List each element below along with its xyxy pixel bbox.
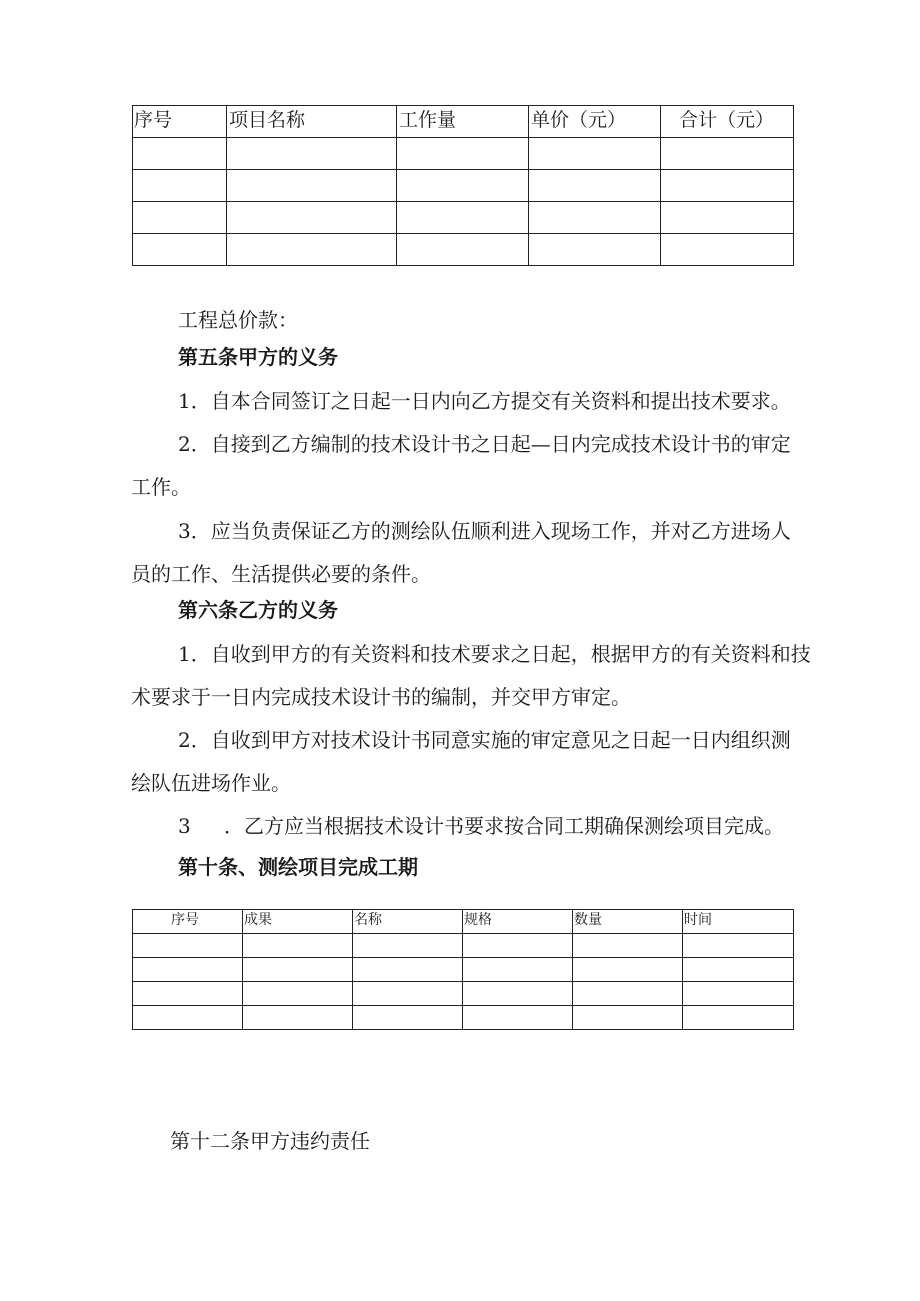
table-cell <box>463 1006 573 1030</box>
article-5-item-3-line-2: 员的工作、生活提供必要的条件。 <box>131 562 431 586</box>
table-row <box>133 234 794 266</box>
table-cell <box>463 958 573 982</box>
table-cell <box>133 982 243 1006</box>
table-row <box>133 170 794 202</box>
table-header-cell: 名称 <box>353 910 463 934</box>
table-cell <box>353 934 463 958</box>
table-cell <box>463 982 573 1006</box>
table-cell <box>353 958 463 982</box>
table-cell <box>243 934 353 958</box>
table-header-cell: 单价（元） <box>529 106 661 138</box>
schedule-table <box>132 909 794 1030</box>
table-cell <box>243 958 353 982</box>
article-6-item-3-text: ．乙方应当根据技术设计书要求按合同工期确保测绘项目完成。 <box>224 814 784 838</box>
table-row <box>133 1006 794 1030</box>
table-header-cell: 序号 <box>133 106 227 138</box>
table-cell <box>683 958 794 982</box>
article-6-title: 第六条乙方的义务 <box>178 598 338 622</box>
table-cell <box>573 982 683 1006</box>
table-cell <box>133 234 227 266</box>
table-row <box>133 982 794 1006</box>
table-cell <box>573 934 683 958</box>
table-header-row <box>133 106 794 138</box>
article-6-item-3-number: 3 <box>178 814 191 838</box>
table-header-cell: 序号 <box>133 910 243 934</box>
article-6-item-2-line-2: 绘队伍进场作业。 <box>131 771 291 795</box>
table-cell <box>227 138 397 170</box>
table-header-cell: 规格 <box>463 910 573 934</box>
article-5-item-1: 1．自本合同签订之日起一日内向乙方提交有关资料和提出技术要求。 <box>178 389 791 413</box>
article-12-title: 第十二条甲方违约责任 <box>170 1129 370 1153</box>
table-row <box>133 958 794 982</box>
table-cell <box>529 234 661 266</box>
table-cell <box>133 202 227 234</box>
table-cell <box>227 234 397 266</box>
table-cell <box>243 982 353 1006</box>
table-cell <box>133 170 227 202</box>
article-10-title: 第十条、测绘项目完成工期 <box>178 855 418 879</box>
table-cell <box>133 1006 243 1030</box>
table-cell <box>227 202 397 234</box>
table-header-cell: 合计（元） <box>661 106 794 138</box>
table-cell <box>661 202 794 234</box>
table-header-cell: 成果 <box>243 910 353 934</box>
table-cell <box>661 234 794 266</box>
table-cell <box>133 138 227 170</box>
table-cell <box>573 1006 683 1030</box>
article-5-item-3-line-1: 3．应当负责保证乙方的测绘队伍顺利进入现场工作，并对乙方进场人 <box>178 519 791 543</box>
table-cell <box>683 934 794 958</box>
article-5-item-2-line-2: 工作。 <box>131 475 191 499</box>
article-5-title: 第五条甲方的义务 <box>178 345 338 369</box>
table-cell <box>353 1006 463 1030</box>
table-cell <box>463 934 573 958</box>
table-cell <box>397 234 529 266</box>
table-row <box>133 934 794 958</box>
table-row <box>133 202 794 234</box>
article-6-item-1-line-1: 1．自收到甲方的有关资料和技术要求之日起，根据甲方的有关资料和技 <box>178 642 811 666</box>
table-cell <box>529 138 661 170</box>
table-header-cell: 时间 <box>683 910 794 934</box>
article-5-item-2-line-1: 2．自接到乙方编制的技术设计书之日起—日内完成技术设计书的审定 <box>178 432 791 456</box>
table-cell <box>227 170 397 202</box>
table-cell <box>661 170 794 202</box>
table-cell <box>397 138 529 170</box>
table-header-cell: 项目名称 <box>227 106 397 138</box>
table-cell <box>573 958 683 982</box>
table-cell <box>353 982 463 1006</box>
table-cell <box>683 1006 794 1030</box>
table-cell <box>397 202 529 234</box>
table-cell <box>133 934 243 958</box>
table-header-row <box>133 910 794 934</box>
table-cell <box>661 138 794 170</box>
table-cell <box>529 170 661 202</box>
table-cell <box>133 958 243 982</box>
table-header-cell: 数量 <box>573 910 683 934</box>
table-header-cell: 工作量 <box>397 106 529 138</box>
total-price-label: 工程总价款： <box>178 308 298 332</box>
pricing-table <box>132 105 794 266</box>
table-cell <box>683 982 794 1006</box>
table-cell <box>243 1006 353 1030</box>
table-row <box>133 138 794 170</box>
table-cell <box>529 202 661 234</box>
article-6-item-2-line-1: 2．自收到甲方对技术设计书同意实施的审定意见之日起一日内组织测 <box>178 728 791 752</box>
article-6-item-1-line-2: 术要求于一日内完成技术设计书的编制，并交甲方审定。 <box>131 685 631 709</box>
table-cell <box>397 170 529 202</box>
